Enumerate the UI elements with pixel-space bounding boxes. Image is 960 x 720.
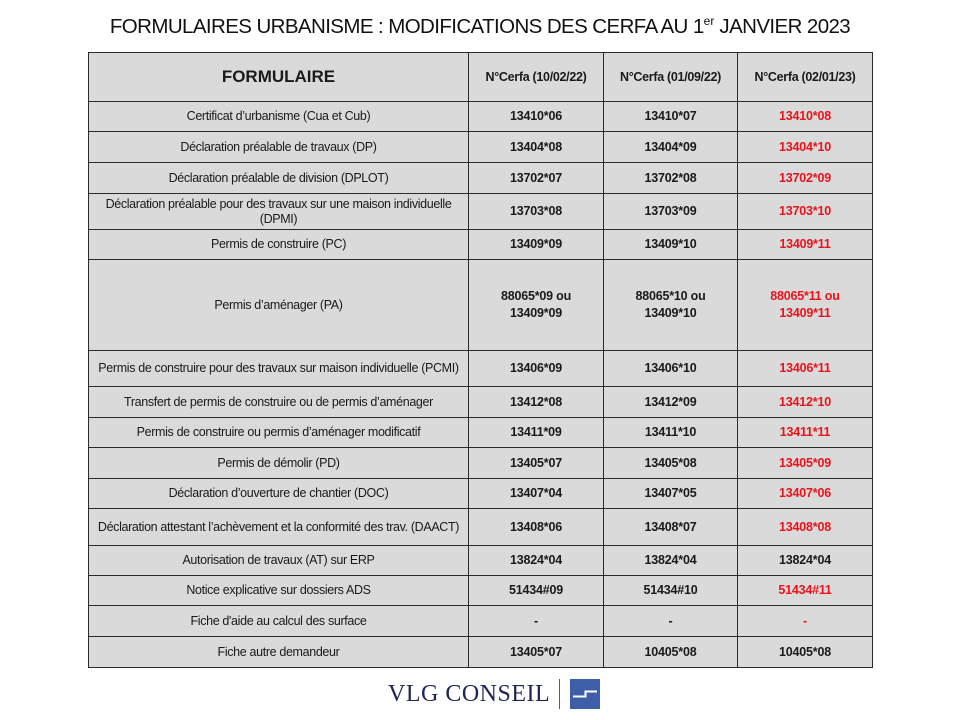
cerfa-100222-cell: 13406*09 xyxy=(469,351,604,387)
cerfa-010922-cell: 13412*09 xyxy=(604,387,738,418)
table-row xyxy=(89,163,873,194)
cerfa-020123-cell: 13404*10 xyxy=(738,132,873,163)
cerfa-020123-cell: 13412*10 xyxy=(738,387,873,418)
table-row xyxy=(89,260,873,351)
page-title xyxy=(0,14,960,39)
cerfa-100222-cell: 13408*06 xyxy=(469,509,604,546)
title-superscript: er xyxy=(703,14,715,28)
form-name-cell: Déclaration d’ouverture de chantier (DOC) xyxy=(89,479,469,509)
form-name-cell: Permis d’aménager (PA) xyxy=(89,260,469,351)
cerfa-010922-cell: 13408*07 xyxy=(604,509,738,546)
cerfa-010922-cell: 10405*08 xyxy=(604,637,738,668)
table-row xyxy=(89,509,873,546)
header-cerfa-020123: N°Cerfa (02/01/23) xyxy=(738,53,873,102)
vlg-conseil-logo xyxy=(388,676,600,712)
cerfa-010922-cell: - xyxy=(604,606,738,637)
form-name-cell: Permis de démolir (PD) xyxy=(89,448,469,479)
table-row xyxy=(89,230,873,260)
table-row xyxy=(89,351,873,387)
form-name-cell: Déclaration préalable de division (DPLOT) xyxy=(89,163,469,194)
table-row xyxy=(89,546,873,576)
cerfa-100222-cell: 13407*04 xyxy=(469,479,604,509)
header-formulaire: FORMULAIRE xyxy=(89,53,469,102)
cerfa-100222-cell: 13412*08 xyxy=(469,387,604,418)
form-name-cell: Transfert de permis de construire ou de permis d’aménager xyxy=(89,387,469,418)
cerfa-100222-cell: 13411*09 xyxy=(469,418,604,448)
form-name-cell: Autorisation de travaux (AT) sur ERP xyxy=(89,546,469,576)
cerfa-010922-cell: 13404*09 xyxy=(604,132,738,163)
table-row xyxy=(89,387,873,418)
form-name-cell: Déclaration préalable pour des travaux sur une maison individuelle (DPMI) xyxy=(89,194,469,230)
cerfa-020123-cell: 10405*08 xyxy=(738,637,873,668)
table-row xyxy=(89,132,873,163)
cerfa-010922-cell: 13410*07 xyxy=(604,102,738,132)
table-row xyxy=(89,637,873,668)
header-cerfa-100222: N°Cerfa (10/02/22) xyxy=(469,53,604,102)
table-row xyxy=(89,102,873,132)
table-row xyxy=(89,576,873,606)
cerfa-010922-cell: 13407*05 xyxy=(604,479,738,509)
cerfa-020123-cell: 13824*04 xyxy=(738,546,873,576)
cerfa-020123-cell: 13409*11 xyxy=(738,230,873,260)
cerfa-100222-cell: 13702*07 xyxy=(469,163,604,194)
cerfa-010922-cell: 13702*08 xyxy=(604,163,738,194)
cerfa-020123-cell: 88065*11 ou 13409*11 xyxy=(738,260,873,351)
cerfa-100222-cell: 13409*09 xyxy=(469,230,604,260)
logo-divider xyxy=(559,679,560,709)
cerfa-010922-cell: 88065*10 ou 13409*10 xyxy=(604,260,738,351)
cerfa-010922-cell: 13824*04 xyxy=(604,546,738,576)
form-name-cell: Permis de construire ou permis d’aménager modificatif xyxy=(89,418,469,448)
cerfa-020123-cell: 13407*06 xyxy=(738,479,873,509)
cerfa-010922-cell: 13409*10 xyxy=(604,230,738,260)
cerfa-010922-cell: 13411*10 xyxy=(604,418,738,448)
cerfa-100222-cell: 13410*06 xyxy=(469,102,604,132)
cerfa-010922-cell: 13406*10 xyxy=(604,351,738,387)
cerfa-020123-cell: 13408*08 xyxy=(738,509,873,546)
table-row xyxy=(89,448,873,479)
cerfa-020123-cell: 13406*11 xyxy=(738,351,873,387)
vlg-square-logo-icon xyxy=(570,679,600,709)
title-suffix: JANVIER 2023 xyxy=(714,15,851,38)
form-name-cell: Déclaration attestant l’achèvement et la conformité des trav. (DAACT) xyxy=(89,509,469,546)
form-name-cell: Déclaration préalable de travaux (DP) xyxy=(89,132,469,163)
cerfa-100222-cell: 13824*04 xyxy=(469,546,604,576)
table-row xyxy=(89,194,873,230)
table-row xyxy=(89,479,873,509)
cerfa-table xyxy=(88,52,873,668)
brand-name: VLG CONSEIL xyxy=(388,680,551,707)
cerfa-010922-cell: 51434#10 xyxy=(604,576,738,606)
title-main: FORMULAIRES URBANISME : MODIFICATIONS DES CERFA AU 1 xyxy=(109,15,704,38)
cerfa-100222-cell: 51434#09 xyxy=(469,576,604,606)
table-row xyxy=(89,606,873,637)
cerfa-020123-cell: 13703*10 xyxy=(738,194,873,230)
cerfa-100222-cell: - xyxy=(469,606,604,637)
form-name-cell: Permis de construire (PC) xyxy=(89,230,469,260)
cerfa-020123-cell: 51434#11 xyxy=(738,576,873,606)
cerfa-020123-cell: 13411*11 xyxy=(738,418,873,448)
cerfa-020123-cell: - xyxy=(738,606,873,637)
table-header-row xyxy=(89,53,873,102)
cerfa-010922-cell: 13405*08 xyxy=(604,448,738,479)
cerfa-100222-cell: 13404*08 xyxy=(469,132,604,163)
form-name-cell: Fiche autre demandeur xyxy=(89,637,469,668)
table-row xyxy=(89,418,873,448)
cerfa-020123-cell: 13410*08 xyxy=(738,102,873,132)
cerfa-100222-cell: 88065*09 ou 13409*09 xyxy=(469,260,604,351)
form-name-cell: Notice explicative sur dossiers ADS xyxy=(89,576,469,606)
form-name-cell: Certificat d’urbanisme (Cua et Cub) xyxy=(89,102,469,132)
cerfa-100222-cell: 13703*08 xyxy=(469,194,604,230)
cerfa-020123-cell: 13405*09 xyxy=(738,448,873,479)
cerfa-100222-cell: 13405*07 xyxy=(469,448,604,479)
cerfa-020123-cell: 13702*09 xyxy=(738,163,873,194)
cerfa-010922-cell: 13703*09 xyxy=(604,194,738,230)
header-cerfa-010922: N°Cerfa (01/09/22) xyxy=(604,53,738,102)
form-name-cell: Permis de construire pour des travaux sur maison individuelle (PCMI) xyxy=(89,351,469,387)
form-name-cell: Fiche d'aide au calcul des surface xyxy=(89,606,469,637)
cerfa-100222-cell: 13405*07 xyxy=(469,637,604,668)
